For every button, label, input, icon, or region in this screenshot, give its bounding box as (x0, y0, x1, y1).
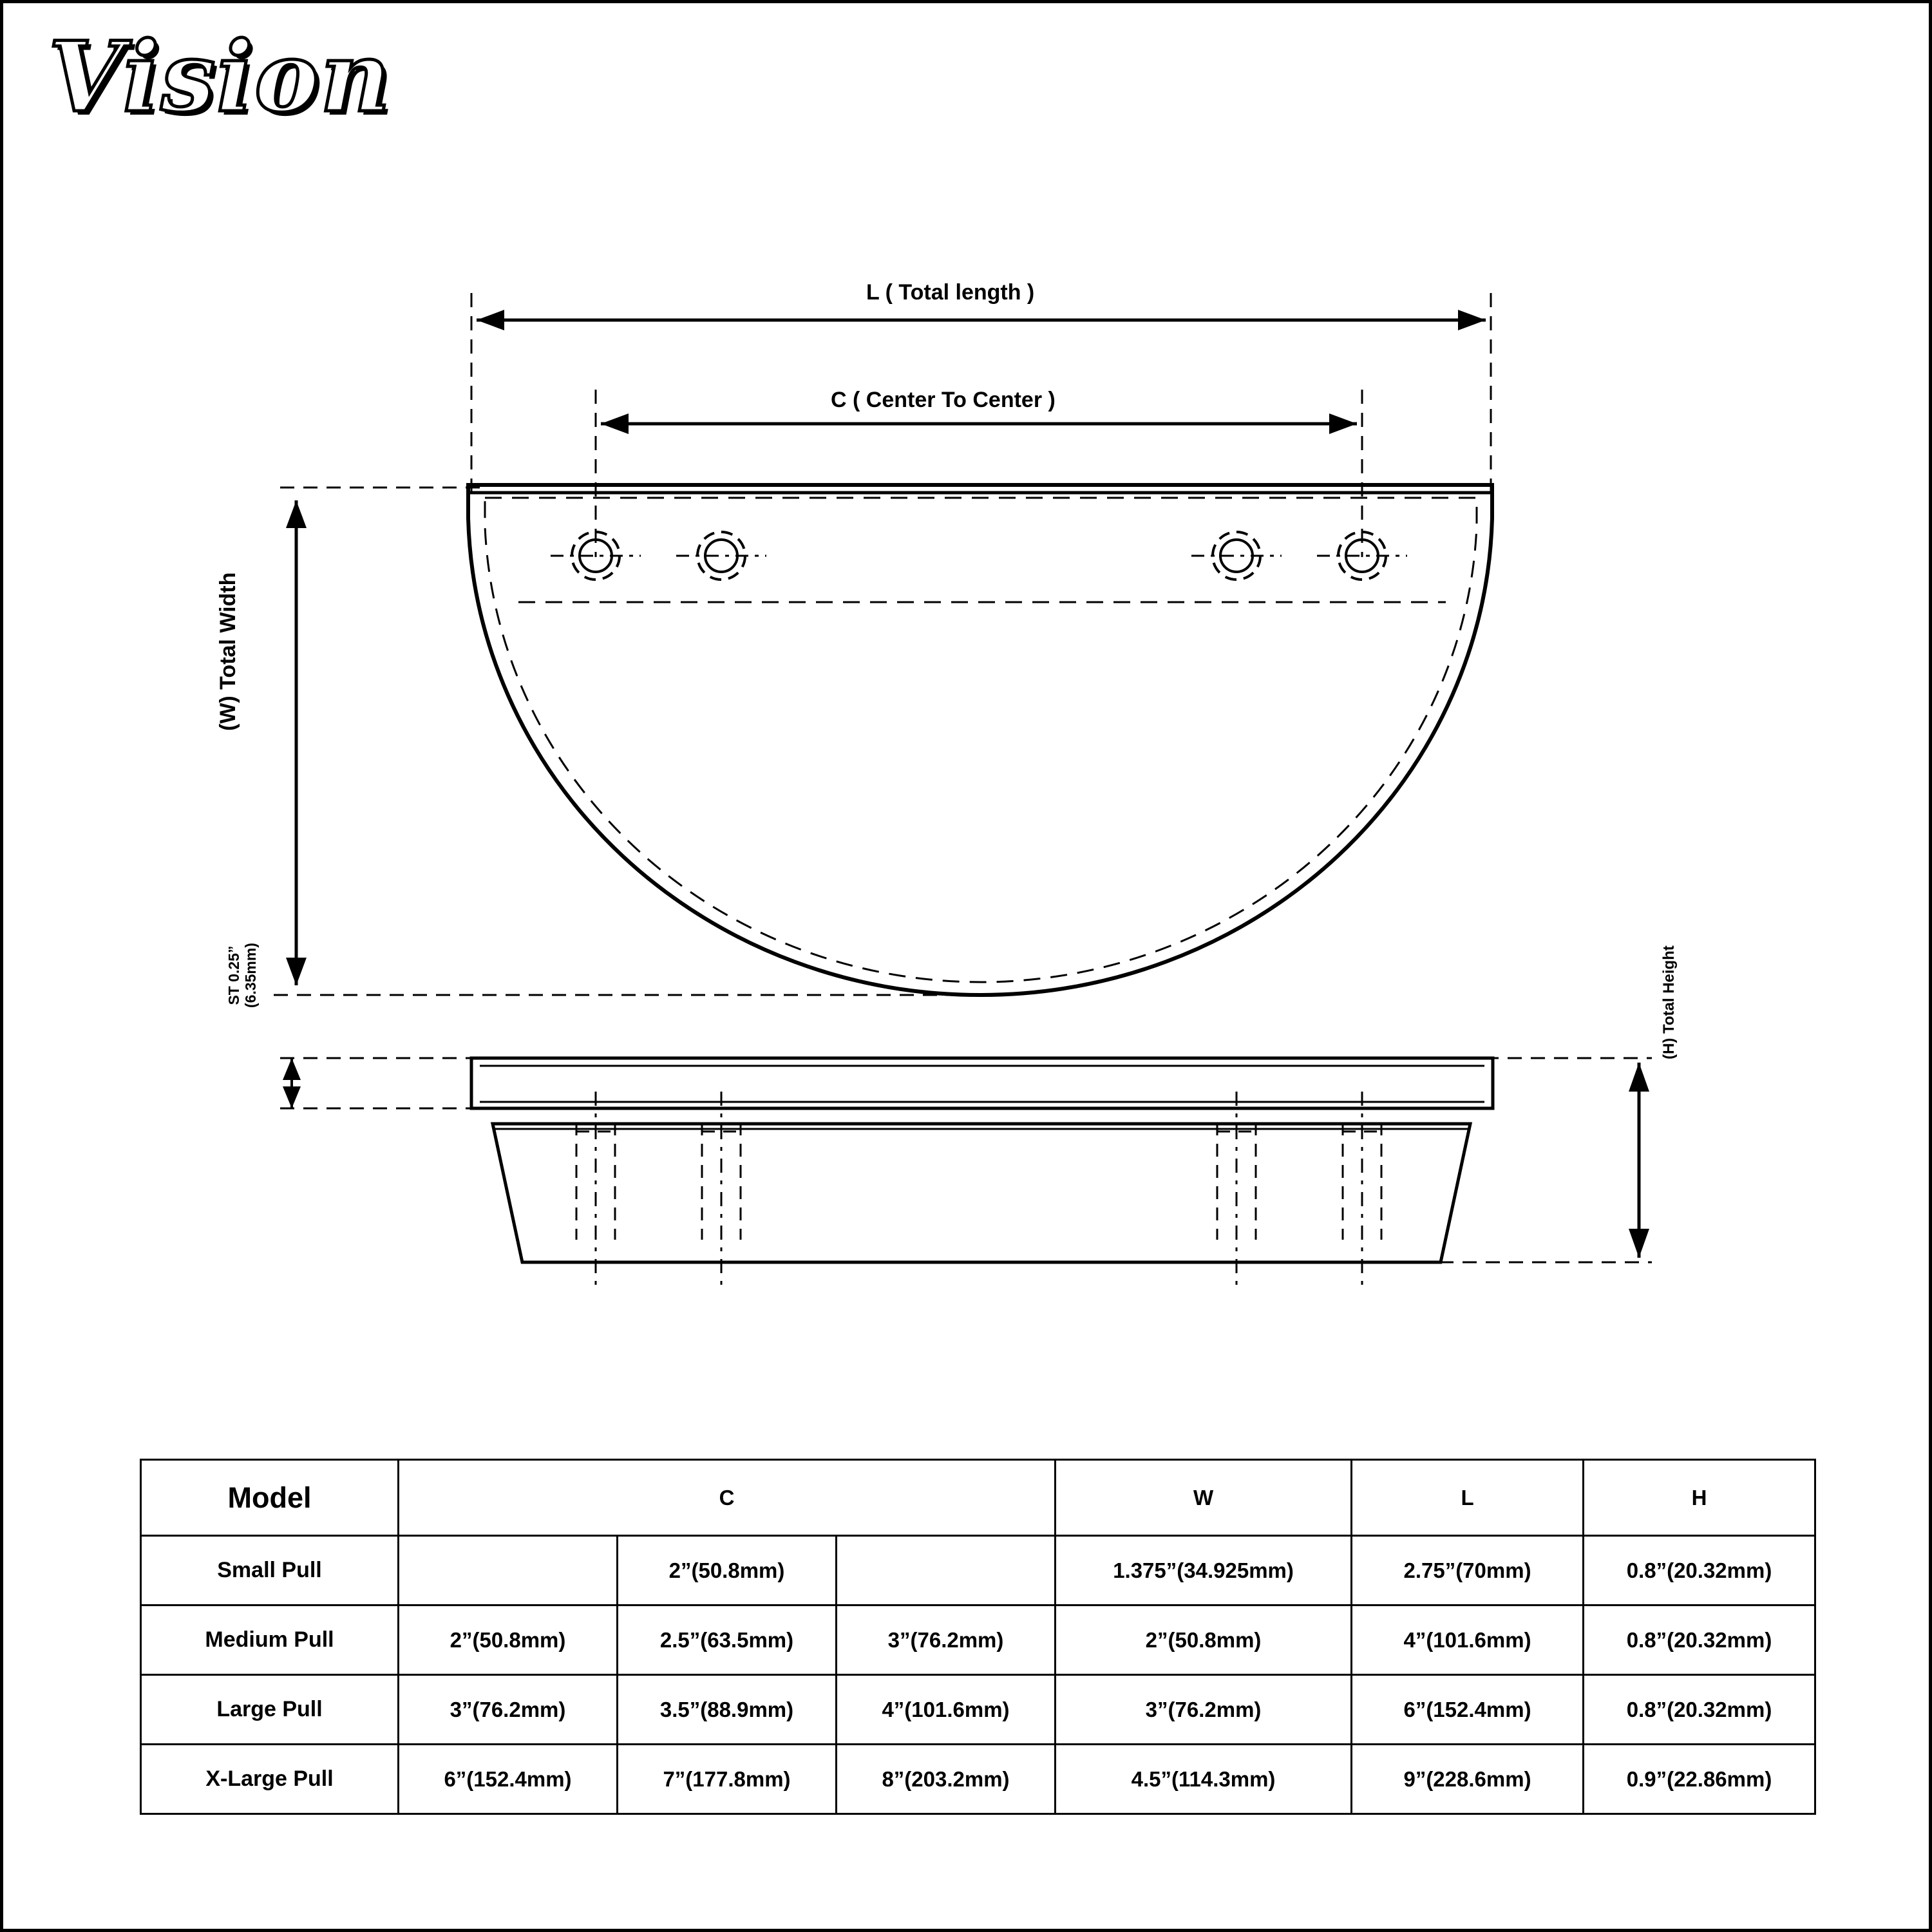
cell-c3: 8”(203.2mm) (837, 1745, 1056, 1814)
cell-w: 4.5”(114.3mm) (1056, 1745, 1352, 1814)
cell-c1: 3”(76.2mm) (399, 1675, 618, 1745)
cell-l: 6”(152.4mm) (1352, 1675, 1584, 1745)
specification-table (140, 1459, 1816, 1815)
cell-h: 0.9”(22.86mm) (1584, 1745, 1815, 1814)
cell-l: 2.75”(70mm) (1352, 1536, 1584, 1605)
table-row (141, 1675, 1815, 1745)
cell-model: Small Pull (141, 1536, 399, 1605)
cell-c3: 4”(101.6mm) (837, 1675, 1056, 1745)
cell-model: Medium Pull (141, 1605, 399, 1675)
cell-c1: 2”(50.8mm) (399, 1605, 618, 1675)
column-header-model: Model (141, 1460, 399, 1536)
column-header-w: W (1056, 1460, 1352, 1536)
cell-h: 0.8”(20.32mm) (1584, 1675, 1815, 1745)
cell-c2: 3.5”(88.9mm) (618, 1675, 837, 1745)
column-header-c: C (399, 1460, 1056, 1536)
cell-c1 (399, 1536, 618, 1605)
column-header-h: H (1584, 1460, 1815, 1536)
cell-c2: 7”(177.8mm) (618, 1745, 837, 1814)
table-header-row (141, 1460, 1815, 1536)
cell-c1: 6”(152.4mm) (399, 1745, 618, 1814)
table-row (141, 1605, 1815, 1675)
cell-w: 1.375”(34.925mm) (1056, 1536, 1352, 1605)
dimension-label-center-to-center: C ( Center To Center ) (831, 388, 1056, 412)
dimension-label-total-height: (H) Total Height (1660, 945, 1678, 1059)
cell-c2: 2.5”(63.5mm) (618, 1605, 837, 1675)
table-row (141, 1536, 1815, 1605)
cell-l: 9”(228.6mm) (1352, 1745, 1584, 1814)
cell-h: 0.8”(20.32mm) (1584, 1605, 1815, 1675)
product-drawing (3, 3, 1932, 1484)
cell-c2: 2”(50.8mm) (618, 1536, 837, 1605)
cell-model: X-Large Pull (141, 1745, 399, 1814)
cell-w: 3”(76.2mm) (1056, 1675, 1352, 1745)
column-header-l: L (1352, 1460, 1584, 1536)
cell-h: 0.8”(20.32mm) (1584, 1536, 1815, 1605)
cell-c3: 3”(76.2mm) (837, 1605, 1056, 1675)
dimension-label-total-width: (W) Total Width (216, 572, 240, 731)
table-row (141, 1745, 1815, 1814)
dimension-label-total-length: L ( Total length ) (866, 280, 1035, 305)
dimension-label-stock-thickness: ST 0.25” (6.35mm) (225, 943, 260, 1008)
cell-l: 4”(101.6mm) (1352, 1605, 1584, 1675)
cell-w: 2”(50.8mm) (1056, 1605, 1352, 1675)
brand-logo-text: Vision (48, 21, 392, 134)
cell-model: Large Pull (141, 1675, 399, 1745)
cell-c3 (837, 1536, 1056, 1605)
